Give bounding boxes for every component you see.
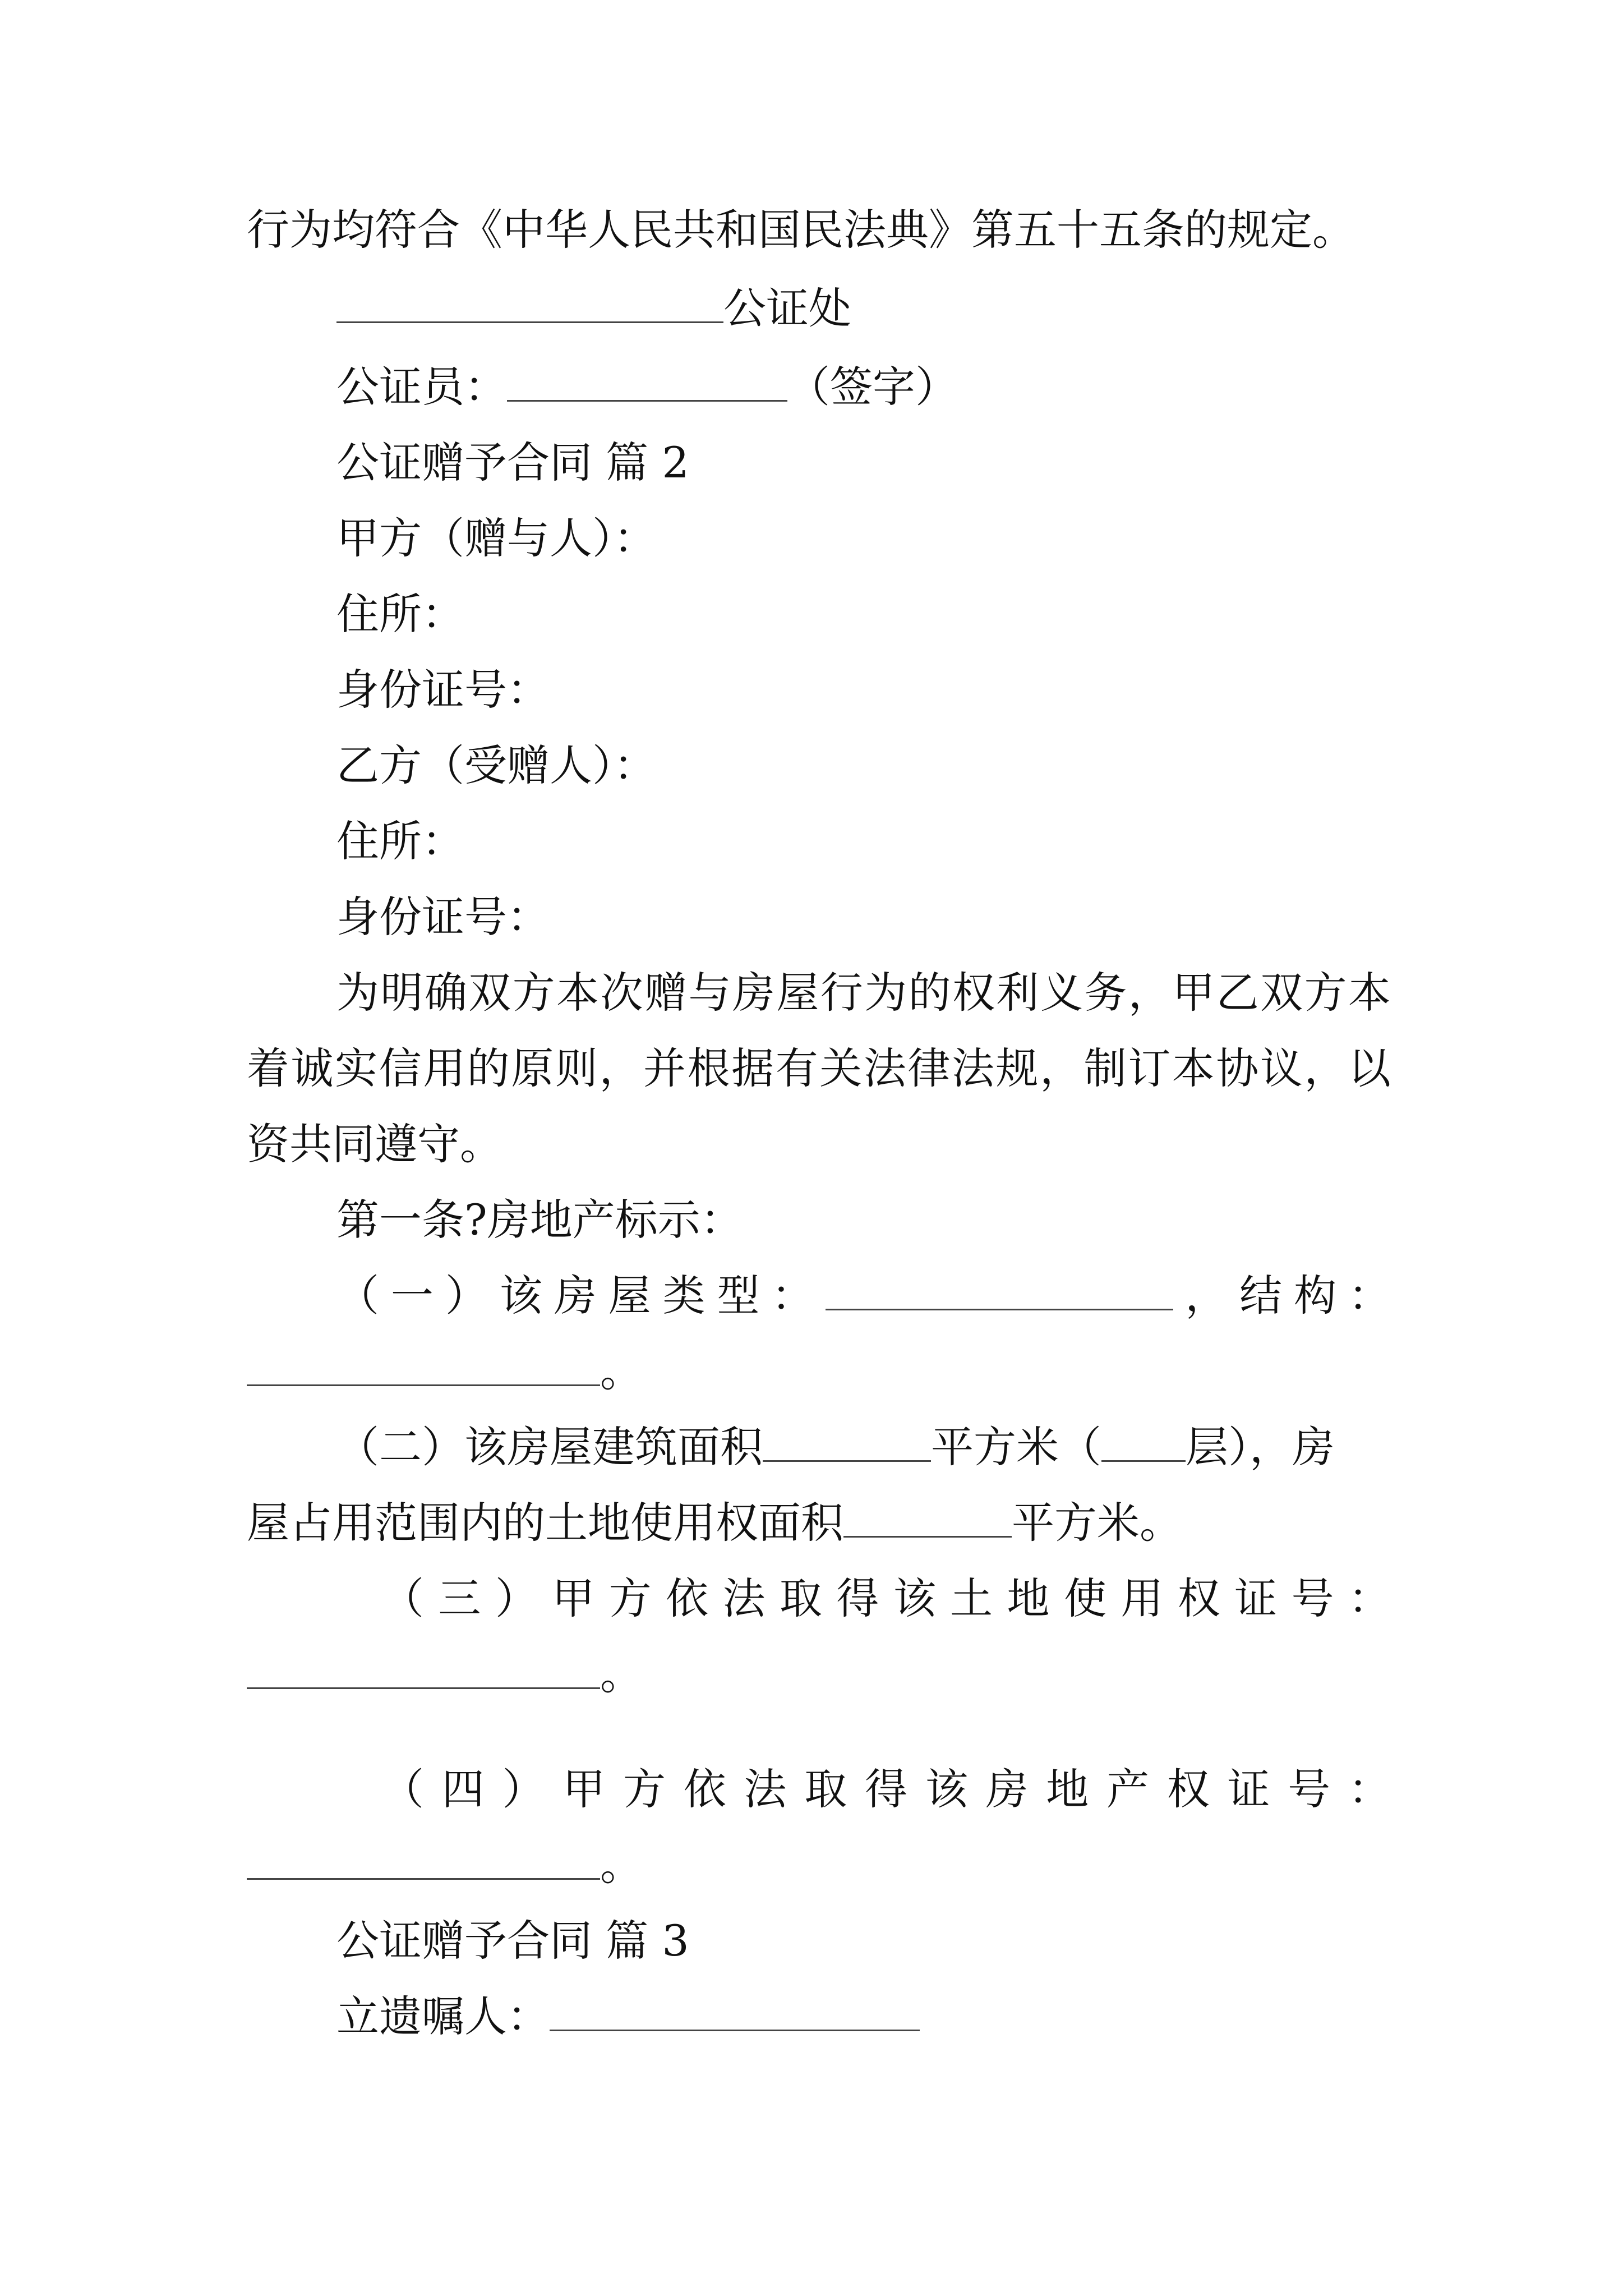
land-certificate-blank xyxy=(247,1648,600,1689)
purpose-paragraph-line-1: 为明确双方本次赠与房屋行为的权利义务，甲乙双方本 xyxy=(336,968,1391,1018)
section-3-title: 公证赠予合同 篇 3 xyxy=(336,1916,689,1966)
testator-line xyxy=(336,1989,1391,2045)
item-1-continuation xyxy=(247,1343,1391,1400)
party-a-id-label: 身份证号： xyxy=(336,665,550,715)
item-1-line xyxy=(336,1268,1391,1324)
item-2-land-label: 屋占用范围内的土地使用权面积 xyxy=(247,1498,843,1548)
purpose-paragraph-line-2: 着诚实信用的原则，并根据有关法律法规，制订本协议，以 xyxy=(247,1043,1391,1093)
item-3-continuation xyxy=(247,1646,1391,1703)
item-1-type-label: （一）该房屋类型： xyxy=(336,1271,826,1320)
floor-count-blank xyxy=(1101,1421,1186,1462)
item-2-area-label: （二）该房屋建筑面积 xyxy=(336,1422,763,1472)
testator-name-blank xyxy=(550,1990,920,2031)
item-1-structure-label: ，结构： xyxy=(1173,1271,1391,1320)
item-4-line: （四）甲方依法取得该房地产权证号： xyxy=(381,1764,1391,1814)
land-area-blank xyxy=(843,1497,1012,1538)
item-2-floor-label: 层），房 xyxy=(1186,1422,1335,1472)
item-3-line: （三）甲方依法取得该土地使用权证号： xyxy=(381,1573,1391,1623)
property-certificate-blank xyxy=(247,1839,600,1880)
building-area-blank xyxy=(763,1421,931,1462)
item-1-period: 。 xyxy=(600,1346,643,1396)
party-b-address-label: 住所： xyxy=(336,816,464,866)
testator-label: 立遗嘱人： xyxy=(336,1991,550,2041)
item-2-unit-label: 平方米（ xyxy=(931,1422,1101,1472)
notary-office-blank xyxy=(336,282,723,323)
party-a-label: 甲方（赠与人）： xyxy=(336,513,656,563)
party-b-id-label: 身份证号： xyxy=(336,892,550,942)
notary-office-label: 公证处 xyxy=(723,283,851,333)
house-type-blank xyxy=(826,1269,1173,1310)
item-3-period: 。 xyxy=(600,1649,643,1699)
structure-blank xyxy=(247,1345,600,1386)
item-2-line xyxy=(336,1419,1391,1475)
notary-signature-blank xyxy=(507,361,787,402)
law-compliance-line: 行为均符合《中华人民共和国民法典》第五十五条的规定。 xyxy=(247,205,1355,255)
signature-note: （签字） xyxy=(787,362,958,412)
notary-office-line xyxy=(336,280,1391,337)
item-2-continuation xyxy=(247,1495,1391,1551)
item-4-period: 。 xyxy=(600,1840,643,1890)
notary-signature-line xyxy=(336,359,1391,415)
section-2-title: 公证赠予合同 篇 2 xyxy=(336,438,689,487)
item-4-continuation xyxy=(247,1837,1391,1893)
purpose-paragraph-line-3: 资共同遵守。 xyxy=(247,1119,502,1169)
item-2-land-unit: 平方米。 xyxy=(1012,1498,1182,1548)
party-b-label: 乙方（受赠人）： xyxy=(336,740,656,790)
article-1-heading: 第一条?房地产标示： xyxy=(336,1195,743,1245)
party-a-address-label: 住所： xyxy=(336,589,464,639)
notary-label: 公证员： xyxy=(336,362,507,412)
